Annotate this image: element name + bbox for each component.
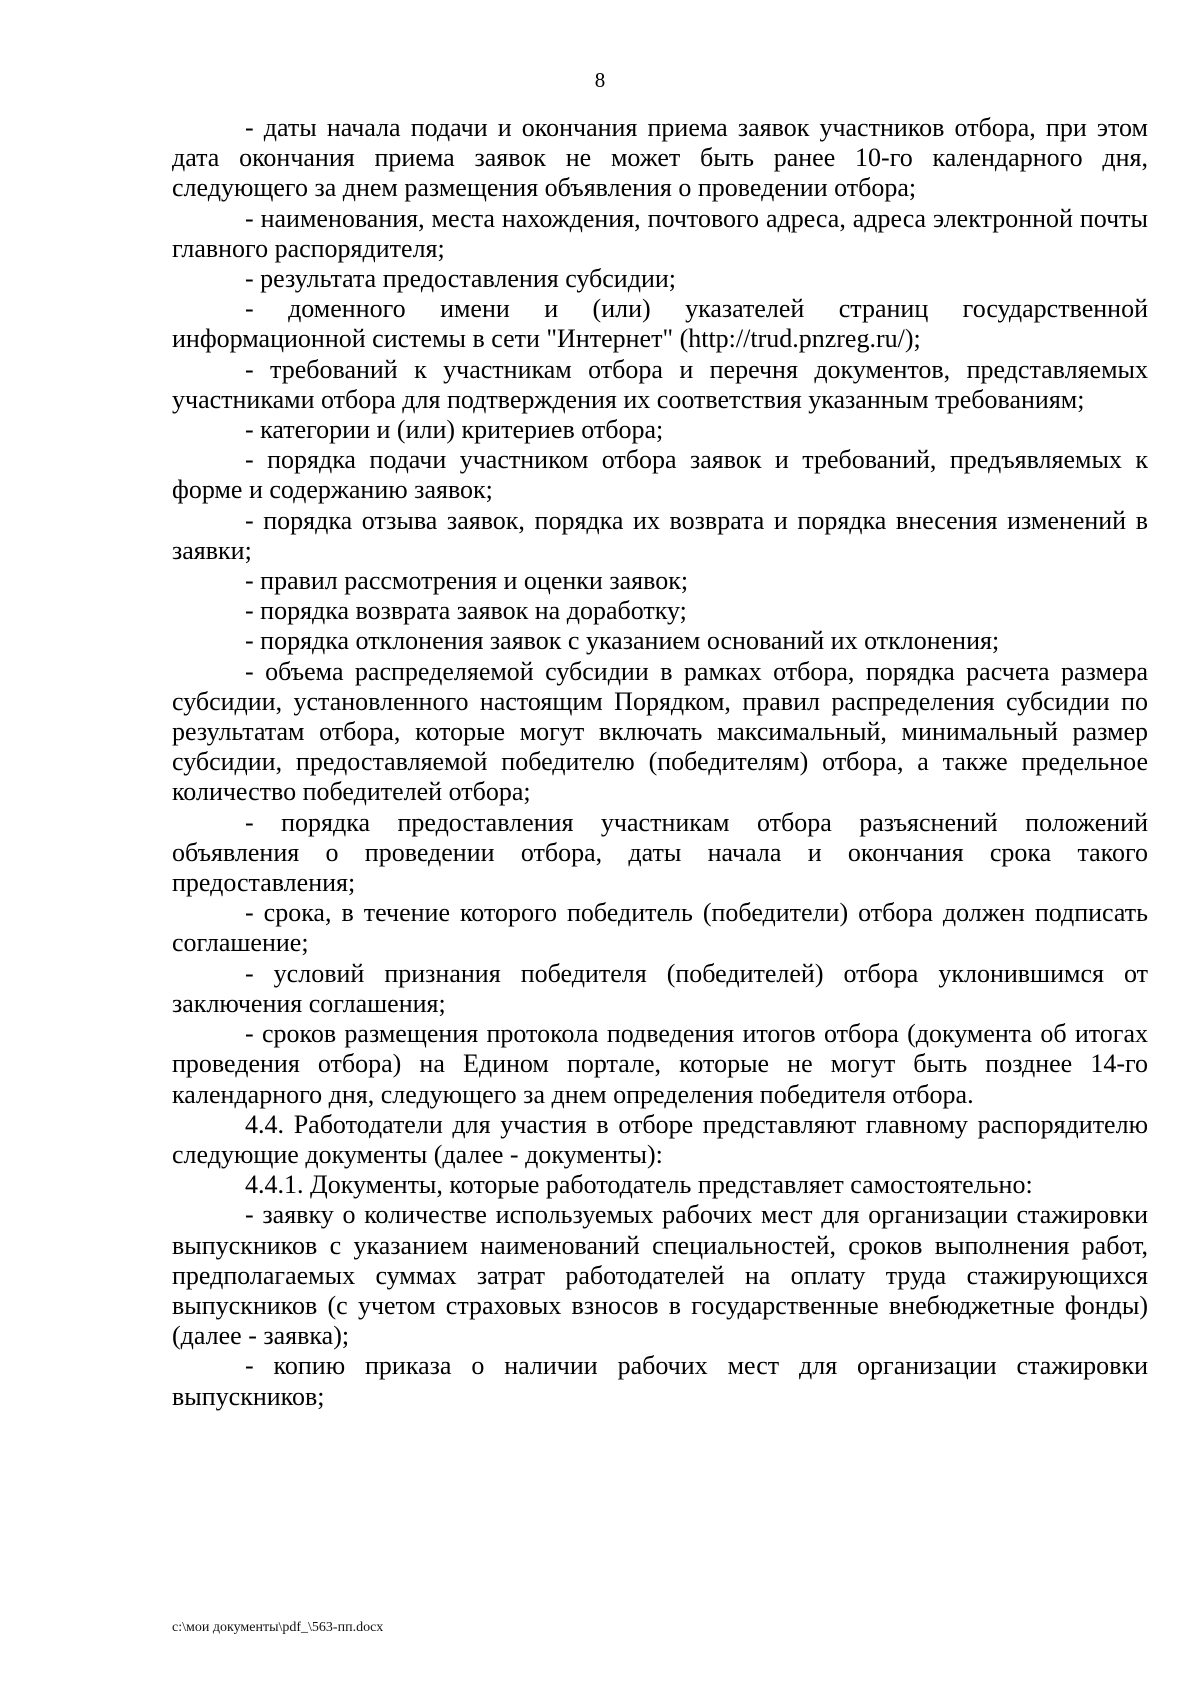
paragraph: - категории и (или) критериев отбора; bbox=[245, 415, 664, 445]
paragraph: - порядка подачи участником отбора заявок и требований, предъявляемых к форме и содержанию заявок; bbox=[172, 445, 1148, 505]
paragraph: - порядка предоставления участникам отбора разъяснений положений объявления о проведении отбора, даты начала и окончания срока такого предоставления; bbox=[172, 807, 1148, 898]
paragraph: - порядка возврата заявок на доработку; bbox=[245, 596, 687, 626]
paragraph: - сроков размещения протокола подведения итогов отбора (документа об итогах проведения отбора) на Едином портале, которые не могут быть позднее 14-го календарного дня, следующего за днем определения победителя отбора. bbox=[172, 1019, 1148, 1109]
footer-file-path: c:\мои документы\pdf_\563-пп.docx bbox=[172, 1620, 384, 1635]
paragraph: - порядка отклонения заявок с указанием оснований их отклонения; bbox=[245, 626, 1000, 656]
paragraph: 4.4.1. Документы, которые работодатель представляет самостоятельно: bbox=[245, 1170, 1033, 1200]
paragraph: - наименования, места нахождения, почтового адреса, адреса электронной почты главного распорядителя; bbox=[172, 203, 1148, 263]
paragraph: - копию приказа о наличии рабочих мест для организации стажировки выпускников; bbox=[172, 1351, 1148, 1411]
paragraph: - результата предоставления субсидии; bbox=[245, 264, 677, 294]
paragraph: - условий признания победителя (победителей) отбора уклонившимся от заключения соглашения; bbox=[172, 958, 1148, 1018]
paragraph: - доменного имени и (или) указателей страниц государственной информационной системы в сети "Интернет" (http://trud.pnzreg.ru/); bbox=[172, 294, 1148, 354]
document-body bbox=[172, 113, 1148, 1412]
paragraph: - срока, в течение которого победитель (победители) отбора должен подписать соглашение; bbox=[172, 898, 1148, 958]
paragraph: - даты начала подачи и окончания приема заявок участников отбора, при этом дата окончания приема заявок не может быть ранее 10-го календарного дня, следующего за днем размещения объявления о проведении отбора; bbox=[172, 113, 1148, 203]
paragraph: - порядка отзыва заявок, порядка их возврата и порядка внесения изменений в заявки; bbox=[172, 505, 1148, 565]
paragraph: - требований к участникам отбора и перечня документов, представляемых участниками отбора для подтверждения их соответствия указанным требованиям; bbox=[172, 354, 1148, 414]
paragraph: - заявку о количестве используемых рабочих мест для организации стажировки выпускников с указанием наименований специальностей, сроков выполнения работ, предполагаемых суммах затрат работодателей на оплату труда стажирующихся выпускников (с учетом страховых взносов в государственные внебюджетные фонды) (далее - заявка); bbox=[172, 1200, 1148, 1351]
page-number: 8 bbox=[594, 68, 606, 92]
paragraph: 4.4. Работодатели для участия в отборе представляют главному распорядителю следующие документы (далее - документы): bbox=[172, 1109, 1148, 1169]
paragraph: - правил рассмотрения и оценки заявок; bbox=[245, 566, 689, 596]
paragraph: - объема распределяемой субсидии в рамках отбора, порядка расчета размера субсидии, установленного настоящим Порядком, правил распределения субсидии по результатам отбора, которые могут включать максимальный, минимальный размер субсидии, предоставляемой победителю (победителям) отбора, а также предельное количество победителей отбора; bbox=[172, 656, 1148, 807]
